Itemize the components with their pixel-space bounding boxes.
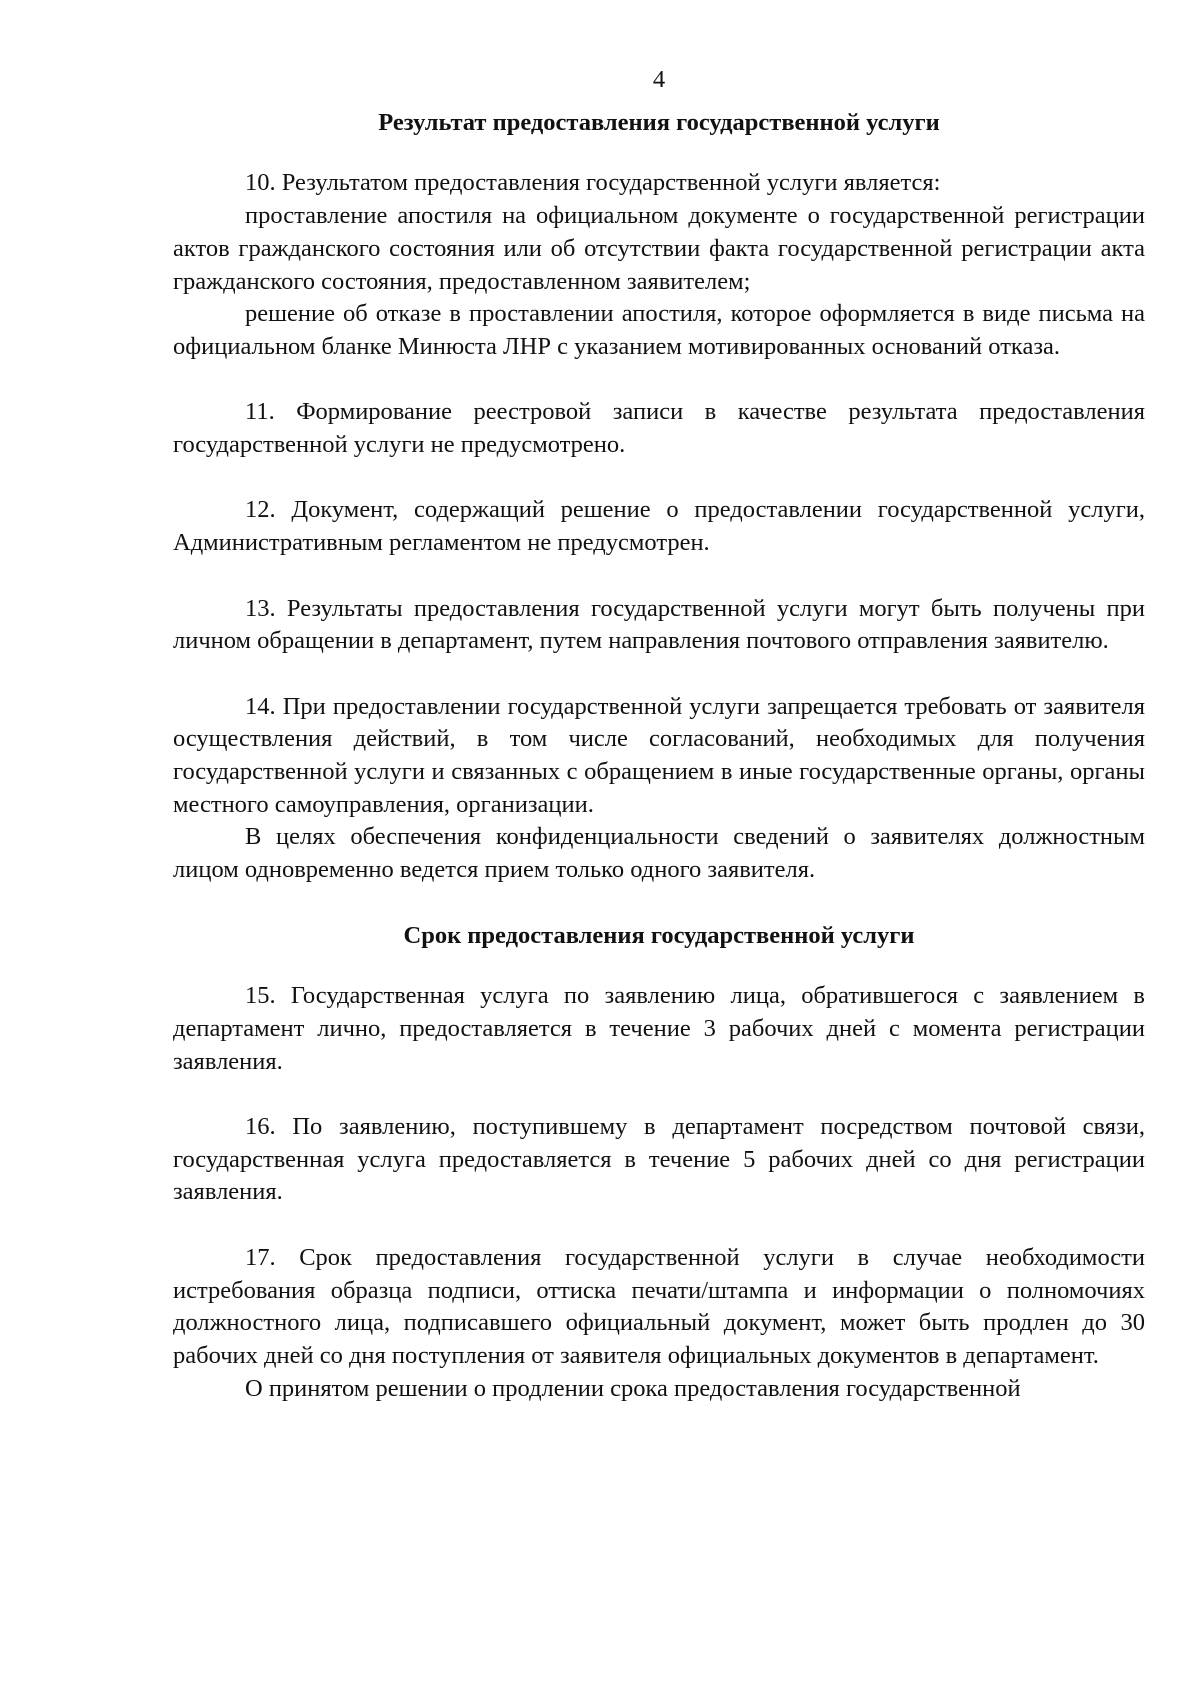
paragraph-10: 10. Результатом предоставления государственной услуги является: [245,169,941,197]
paragraph-11: 11. Формирование реестровой записи в качестве результата предоставления государственной услуги не предусмотрено. [173,398,1145,459]
document-page [173,64,1145,1405]
paragraph-10-item-apostille: проставление апостиля на официальном документе о государственной регистрации актов гражданского состояния или об отсутствии факта государственной регистрации акта гражданского состояния, предоставленном заявителем; [173,202,1145,295]
paragraph-12: 12. Документ, содержащий решение о предоставлении государственной услуги, Административным регламентом не предусмотрен. [173,496,1145,557]
paragraph-15: 15. Государственная услуга по заявлению лица, обратившегося с заявлением в департамент лично, предоставляется в течение 3 рабочих дней с момента регистрации заявления. [173,982,1145,1075]
paragraph-14-confidentiality: В целях обеспечения конфиденциальности сведений о заявителях должностным лицом одновременно ведется прием только одного заявителя. [173,823,1145,884]
paragraph-14: 14. При предоставлении государственной услуги запрещается требовать от заявителя осуществления действий, в том числе согласований, необходимых для получения государственной услуги и связанных с обращением в иные государственные органы, органы местного самоуправления, организации. [173,692,1145,818]
page-number: 4 [652,66,666,93]
section-heading-term: Срок предоставления государственной услуги [403,921,915,949]
paragraph-10-item-refusal: решение об отказе в проставлении апостиля, которое оформляется в виде письма на официальном бланке Минюста ЛНР с указанием мотивированных оснований отказа. [173,300,1145,360]
section-heading-result: Результат предоставления государственной услуги [378,108,940,136]
paragraph-17-extension: О принятом решении о продлении срока предоставления государственной [245,1374,1021,1402]
paragraph-13: 13. Результаты предоставления государственной услуги могут быть получены при личном обращении в департамент, путем направления почтового отправления заявителю. [173,594,1145,655]
paragraph-17: 17. Срок предоставления государственной услуги в случае необходимости истребования образца подписи, оттиска печати/штампа и информации о полномочиях должностного лица, подписавшего официальный документ, может быть продлен до 30 рабочих дней со дня поступления от заявителя официальных документов в департамент. [173,1243,1145,1369]
paragraph-16: 16. По заявлению, поступившему в департамент посредством почтовой связи, государственная услуга предоставляется в течение 5 рабочих дней со дня регистрации заявления. [173,1113,1145,1206]
